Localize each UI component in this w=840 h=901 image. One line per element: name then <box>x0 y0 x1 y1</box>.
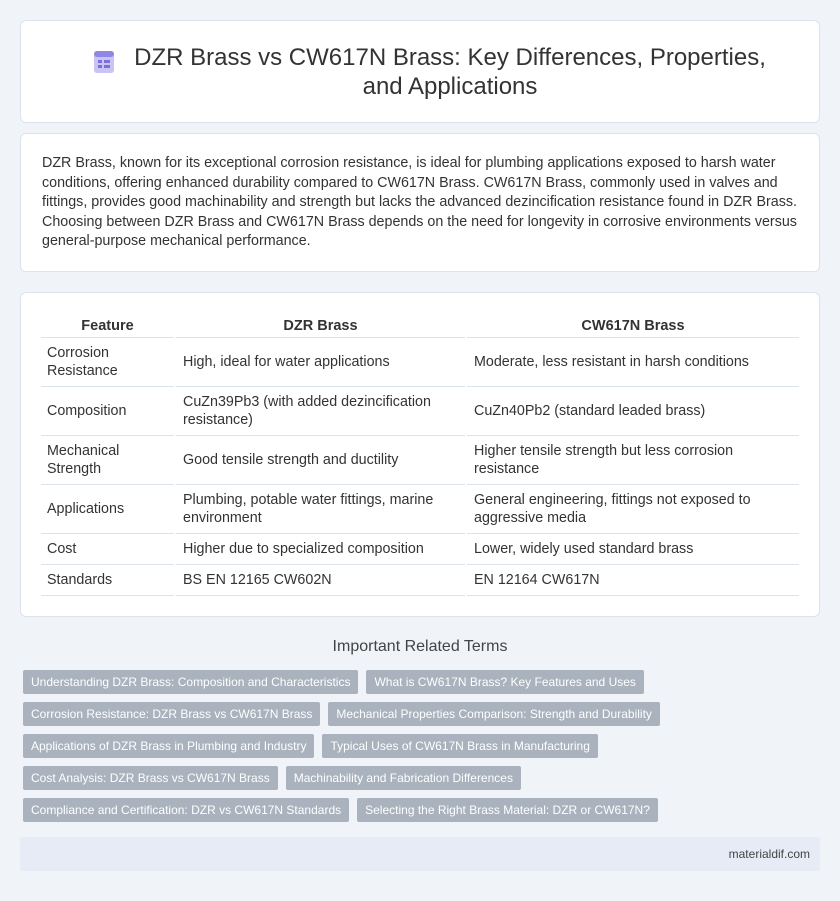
related-terms-heading: Important Related Terms <box>332 638 508 655</box>
related-term-tag[interactable]: Machinability and Fabrication Differences <box>286 766 521 790</box>
related-term-tag[interactable]: Understanding DZR Brass: Composition and Characteristics <box>23 670 358 694</box>
header-dzr-brass: DZR Brass <box>175 316 466 337</box>
cw617n-cell: Higher tensile strength but less corrosion resistance <box>466 435 799 484</box>
cw617n-cell: EN 12164 CW617N <box>466 564 799 595</box>
tag-row <box>23 702 823 726</box>
related-term-tag[interactable]: Cost Analysis: DZR Brass vs CW617N Brass <box>23 766 278 790</box>
table-row <box>41 533 799 564</box>
dzr-cell: CuZn39Pb3 (with added dezincification resistance) <box>175 386 466 435</box>
dzr-cell: Good tensile strength and ductility <box>175 435 466 484</box>
table-row <box>41 564 799 595</box>
intro-paragraph: DZR Brass, known for its exceptional corrosion resistance, is ideal for plumbing applications exposed to harsh water conditions, offering enhanced durability compared to CW617N Brass. CW617N Brass, commonly used in valves and fittings, provides good machinability and strength but lacks the advanced dezincification resistance found in DZR Brass. Choosing between DZR Brass and CW617N Brass depends on the need for longevity in corrosive environments versus general-purpose mechanical performance. <box>42 155 797 250</box>
tag-row <box>23 766 823 790</box>
table-row <box>41 386 799 435</box>
intro-card <box>20 133 820 272</box>
related-term-tag[interactable]: Typical Uses of CW617N Brass in Manufacturing <box>322 734 597 758</box>
cw617n-cell: Moderate, less resistant in harsh conditions <box>466 337 799 386</box>
related-term-tag[interactable]: Compliance and Certification: DZR vs CW617N Standards <box>23 798 349 822</box>
feature-cell: Cost <box>41 533 175 564</box>
related-term-tag[interactable]: Applications of DZR Brass in Plumbing and Industry <box>23 734 314 758</box>
feature-cell: Applications <box>41 484 175 533</box>
related-term-tag[interactable]: Mechanical Properties Comparison: Strength and Durability <box>328 702 660 726</box>
related-term-tag[interactable]: Selecting the Right Brass Material: DZR or CW617N? <box>357 798 658 822</box>
tag-row <box>23 798 823 822</box>
comparison-card <box>20 292 820 617</box>
table-row <box>41 484 799 533</box>
tag-row <box>23 734 823 758</box>
dzr-cell: High, ideal for water applications <box>175 337 466 386</box>
feature-cell: Composition <box>41 386 175 435</box>
feature-cell: Standards <box>41 564 175 595</box>
dzr-cell: BS EN 12165 CW602N <box>175 564 466 595</box>
feature-cell: Mechanical Strength <box>41 435 175 484</box>
header-cw617n-brass: CW617N Brass <box>466 316 799 337</box>
tag-row <box>23 670 823 694</box>
footer <box>20 837 820 871</box>
title-card <box>20 20 820 123</box>
header-feature: Feature <box>41 316 175 337</box>
related-term-tag[interactable]: What is CW617N Brass? Key Features and Uses <box>366 670 643 694</box>
comparison-table <box>41 316 799 596</box>
dzr-cell: Higher due to specialized composition <box>175 533 466 564</box>
dzr-cell: Plumbing, potable water fittings, marine environment <box>175 484 466 533</box>
related-terms-tags <box>23 670 823 830</box>
feature-cell: Corrosion Resistance <box>41 337 175 386</box>
table-row <box>41 435 799 484</box>
cw617n-cell: General engineering, fittings not exposed to aggressive media <box>466 484 799 533</box>
table-row <box>41 337 799 386</box>
related-term-tag[interactable]: Corrosion Resistance: DZR Brass vs CW617N Brass <box>23 702 320 726</box>
page-title: DZR Brass vs CW617N Brass: Key Differences, Properties, and Applications <box>134 44 766 100</box>
cw617n-cell: Lower, widely used standard brass <box>466 533 799 564</box>
table-header-row <box>41 316 799 337</box>
cw617n-cell: CuZn40Pb2 (standard leaded brass) <box>466 386 799 435</box>
footer-site-link[interactable]: materialdif.com <box>728 847 810 861</box>
